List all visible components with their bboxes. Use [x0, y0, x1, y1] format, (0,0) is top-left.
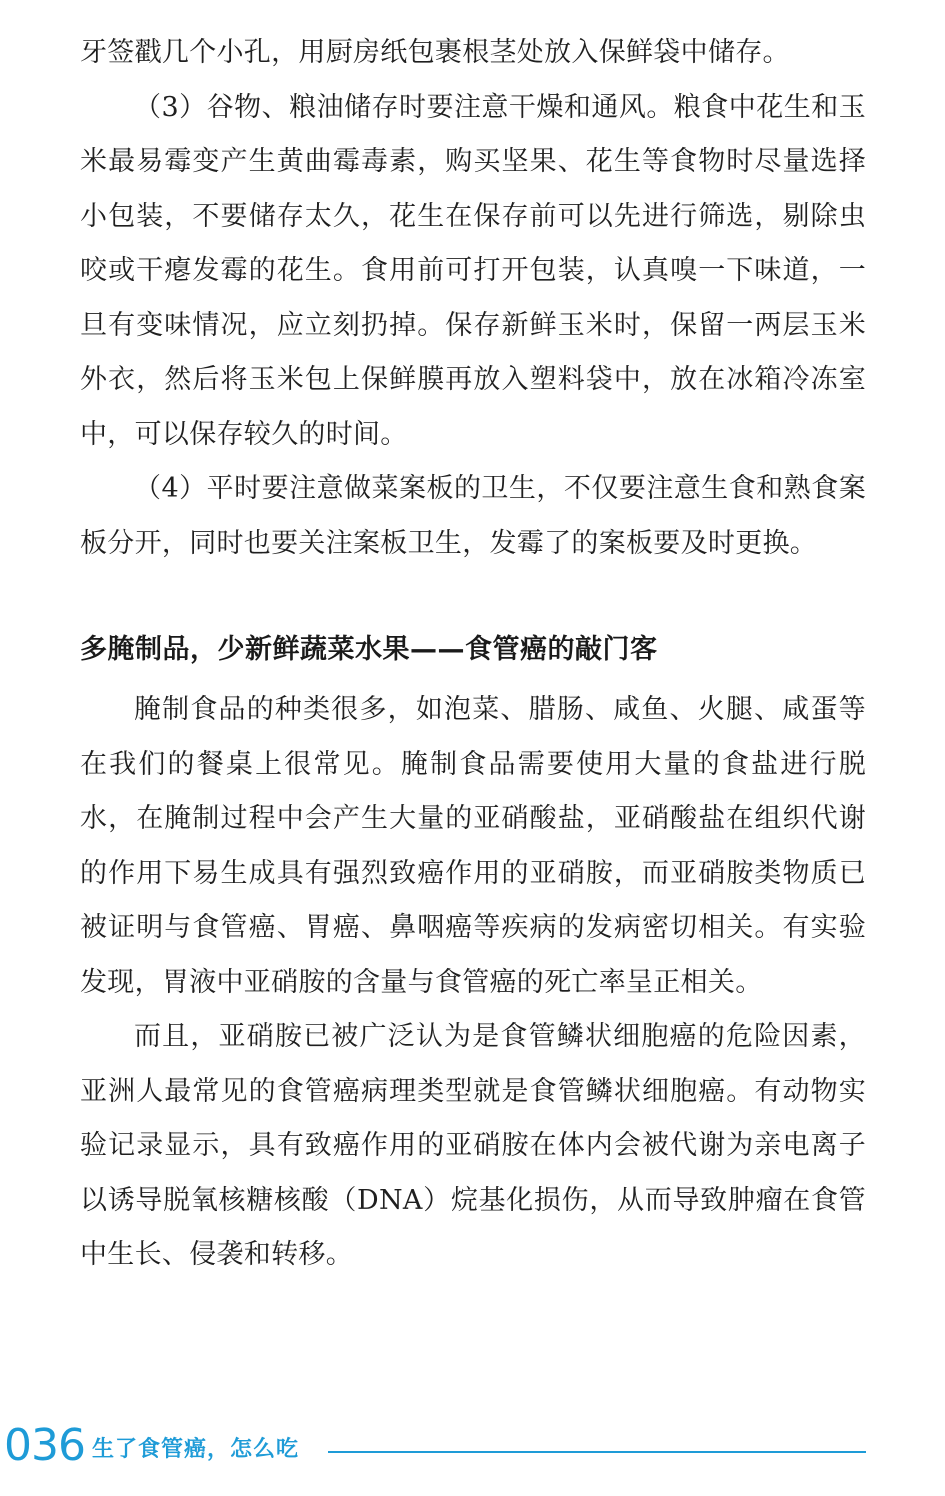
- paragraph-cutting-board: （4）平时要注意做菜案板的卫生，不仅要注意生食和熟食案板分开，同时也要关注案板卫生，发霉了的案板要及时更换。: [80, 473, 866, 559]
- page-body: [80, 26, 866, 1283]
- running-title: 生了食管癌，怎么吃: [92, 1437, 300, 1462]
- paragraph-continued: 牙签戳几个小孔，用厨房纸包裹根茎处放入保鲜袋中储存。: [80, 37, 790, 68]
- section-heading: 多腌制品，少新鲜蔬菜水果——食管癌的敲门客: [80, 634, 658, 665]
- paragraph-pickled-food: 腌制食品的种类很多，如泡菜、腊肠、咸鱼、火腿、咸蛋等在我们的餐桌上很常见。腌制食品需要使用大量的食盐进行脱水，在腌制过程中会产生大量的亚硝酸盐，亚硝酸盐在组织代谢的作用下易生成具有强烈致癌作用的亚硝胺，而亚硝胺类物质已被证明与食管癌、胃癌、鼻咽癌等疾病的发病密切相关。有实验发现，胃液中亚硝胺的含量与食管癌的死亡率呈正相关。: [80, 694, 866, 998]
- page-number: 036: [4, 1420, 85, 1471]
- paragraph-nitrosamine: 而且，亚硝胺已被广泛认为是食管鳞状细胞癌的危险因素，亚洲人最常见的食管癌病理类型就是食管鳞状细胞癌。有动物实验记录显示，具有致癌作用的亚硝胺在体内会被代谢为亲电离子以诱导脱氧核糖核酸（DNA）烷基化损伤，从而导致肿瘤在食管中生长、侵袭和转移。: [80, 1021, 866, 1270]
- paragraph-grain-storage: （3）谷物、粮油储存时要注意干燥和通风。粮食中花生和玉米最易霉变产生黄曲霉毒素，购买坚果、花生等食物时尽量选择小包装，不要储存太久，花生在保存前可以先进行筛选，剔除虫咬或干瘪发霉的花生。食用前可打开包装，认真嗅一下味道，一旦有变味情况，应立刻扔掉。保存新鲜玉米时，保留一两层玉米外衣，然后将玉米包上保鲜膜再放入塑料袋中，放在冰箱冷冻室中，可以保存较久的时间。: [80, 91, 866, 450]
- page-footer: [0, 1418, 945, 1478]
- footer-divider: [328, 1451, 866, 1453]
